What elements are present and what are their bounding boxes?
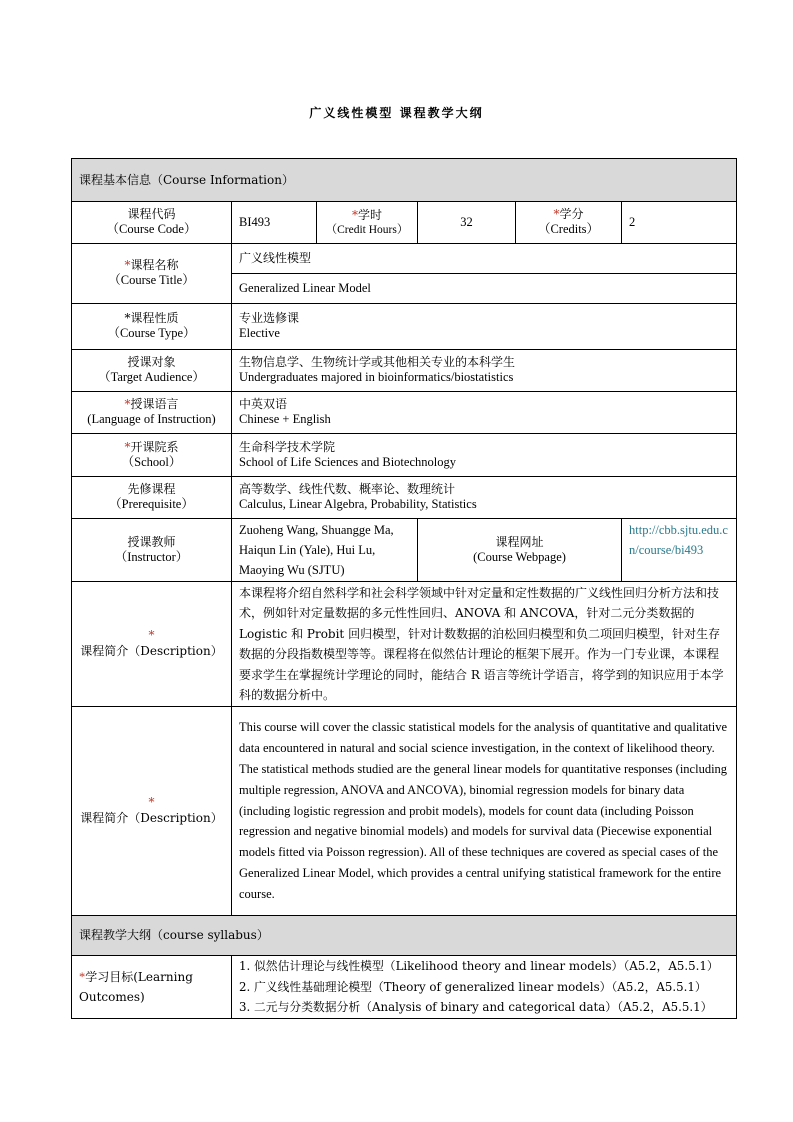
target-audience-value: 生物信息学、生物统计学或其他相关专业的本科学生 Undergraduates majored in bioinformatics/biostatistics [232,350,737,392]
section-course-syllabus: 课程教学大纲（course syllabus） [72,916,737,956]
course-type-label: *课程性质 （Course Type） [72,304,232,350]
learning-outcome-item: 1. 似然估计理论与线性模型（Likelihood theory and linear models）（A5.2，A5.5.1） [239,959,719,973]
learning-outcomes-row [72,956,737,1019]
course-code-label: 课程代码 （Course Code） [72,202,232,244]
target-audience-row [72,350,737,392]
description-en: This course will cover the classic statistical models for the analysis of quantitative and qualitative data encountered in natural and social science investigation, in the context of likelihood theory. The statistical methods studied are the general linear models for quantitative responses (including multiple regression, ANOVA and ANCOVA), binomial regression models for binary data (including logistic regression and probit models), models for count data (including Poisson regression and negative binomial models) and models for survival data (Piecewise exponential models fitted via Poisson regression). All of these techniques are covered as special cases of the Generalized Linear Model, which provides a central unifying statistical framework for the entire course. [232,707,737,916]
section-course-information: 课程基本信息（Course Information） [72,159,737,202]
school-value: 生命科学技术学院 School of Life Sciences and Biotechnology [232,434,737,477]
instructor-value: Zuoheng Wang, Shuangge Ma, Haiqun Lin (Yale), Hui Lu, Maoying Wu (SJTU) [232,519,418,582]
credits-value: 2 [622,202,737,244]
learning-outcomes-list [232,956,737,1019]
learning-outcome-item: 2. 广义线性基础理论模型（Theory of generalized linear models）（A5.2，A5.5.1） [239,979,707,994]
page-title: 广义线性模型 课程教学大纲 [309,106,484,120]
credit-hours-value: 32 [418,202,516,244]
course-webpage-label: 课程网址 (Course Webpage) [418,519,622,582]
course-title-cn: 广义线性模型 [232,244,737,274]
description-en-row [72,707,737,916]
instructor-row [72,519,737,582]
school-row [72,434,737,477]
learning-outcomes-label: *学习目标(Learning Outcomes) [72,956,232,1019]
course-webpage-link[interactable]: http://cbb.sjtu.edu.cn/course/bi493 [629,523,728,557]
prerequisite-value: 高等数学、线性代数、概率论、数理统计 Calculus, Linear Algebra, Probability, Statistics [232,477,737,519]
language-label: *授课语言 (Language of Instruction) [72,392,232,434]
syllabus-table [71,158,737,1019]
credit-hours-label: *学时 （Credit Hours） [317,202,418,244]
credits-label: *学分 （Credits） [516,202,622,244]
course-type-value: 专业选修课 Elective [232,304,737,350]
description-cn: 本课程将介绍自然科学和社会科学领域中针对定量和定性数据的广义线性回归分析方法和技术，例如针对定量数据的多元性性回归、ANOVA 和 ANCOVA，针对二元分类数据的 Logistic 和 Probit 回归模型，针对计数数据的泊松回归模型和负二项回归模型，针对生存数据的分段指数模型等等。课程将在似然估计理论的框架下展开。作为一门专业课，本课程要求学生在掌握统计学理论的同时，能结合 R 语言等统计学语言，将学到的知识应用于本学科的数据分析中。 [232,582,737,707]
prerequisite-row [72,477,737,519]
course-code-row [72,202,737,244]
course-title-en: Generalized Linear Model [232,274,737,304]
learning-outcome-item: 3. 二元与分类数据分析（Analysis of binary and categorical data）（A5.2，A5.5.1） [239,1000,713,1014]
prerequisite-label: 先修课程 （Prerequisite） [72,477,232,519]
course-title-label: *课程名称 （Course Title） [72,244,232,304]
description-label-en: *课程简介（Description） [72,707,232,916]
language-row [72,392,737,434]
school-label: *开课院系 （School） [72,434,232,477]
course-type-row [72,304,737,350]
language-value: 中英双语 Chinese + English [232,392,737,434]
description-cn-row [72,582,737,707]
course-code-value: BI493 [232,202,317,244]
target-audience-label: 授课对象 （Target Audience） [72,350,232,392]
instructor-label: 授课教师 （Instructor） [72,519,232,582]
description-label-cn: *课程简介（Description） [72,582,232,707]
